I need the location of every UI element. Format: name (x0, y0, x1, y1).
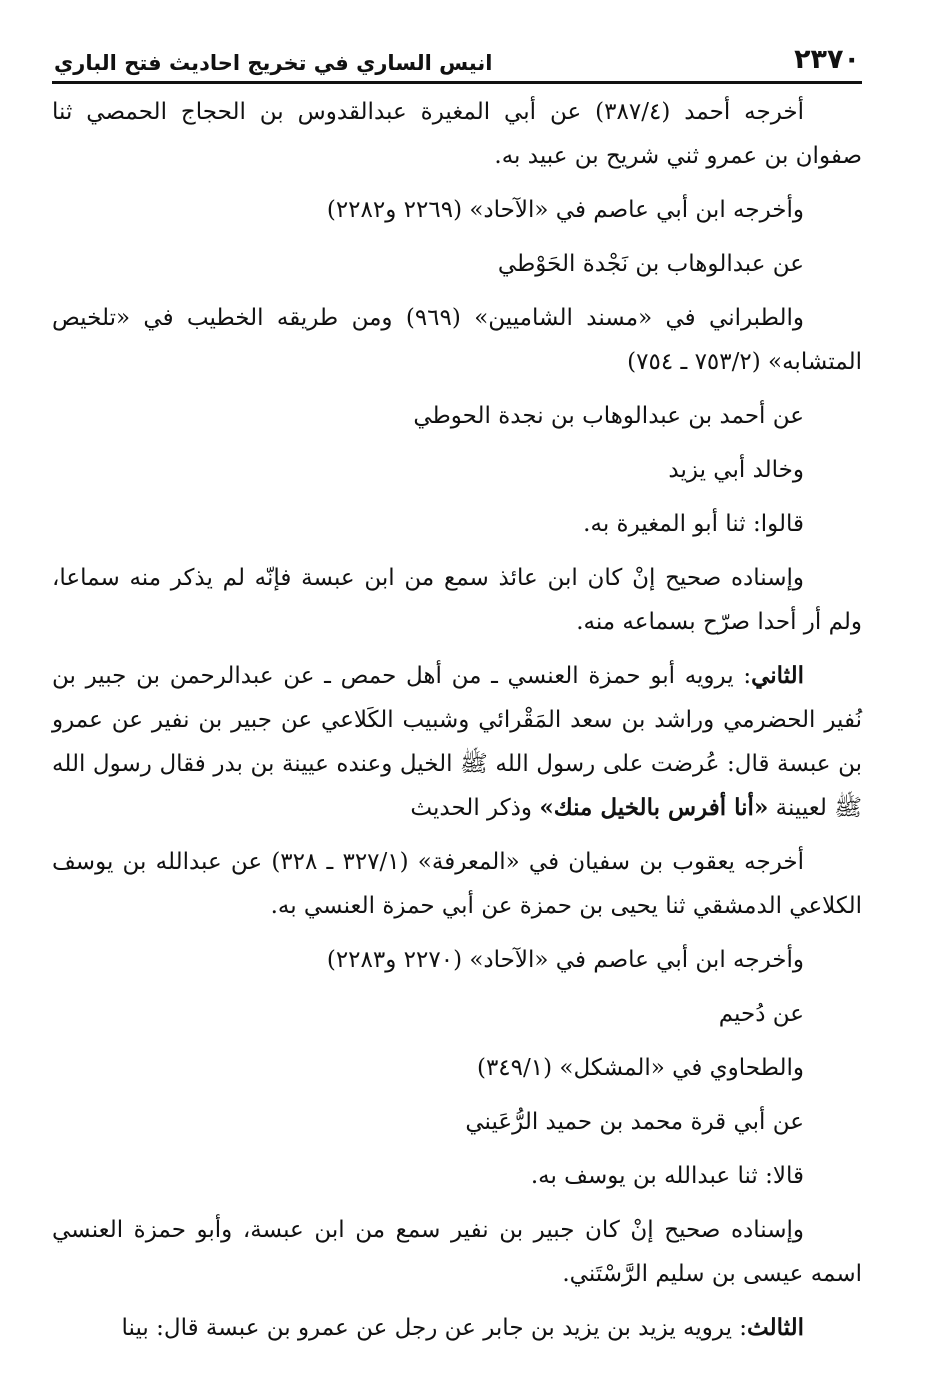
paragraph: والطحاوي في «المشكل» (٣٤٩/١) (476, 1055, 804, 1081)
section-lead: الثاني (751, 662, 804, 689)
paragraph: وخالد أبي يزيد (668, 457, 804, 483)
paragraph: أخرجه أحمد (٣٨٧/٤) عن أبي المغيرة عبدالقدوس بن الحجاج الحمصي ثنا صفوان بن عمرو ثني شريح بن عبيد به. (52, 99, 862, 169)
page-body (52, 90, 862, 1350)
hadith-quote: «أنا أفرس بالخيل منك» (539, 794, 769, 821)
book-title: انيس الساري في تخريج احاديث فتح الباري (54, 51, 493, 75)
paragraph: الثاني: يرويه أبو حمزة العنسي ـ من أهل حمص ـ عن عبدالرحمن بن جبير بن نُفير الحضرمي وراشد بن سعد المَقْرائي وشبيب الكَلاعي عن جبير بن نفير عن عمرو بن عبسة قال: عُرضت على رسول الله ﷺ الخيل وعنده عيينة بن بدر فقال رسول الله ﷺ لعيينة «أنا أفرس بالخيل منك» وذكر الحديث (52, 662, 862, 821)
paragraph: وإسناده صحيح إنْ كان جبير بن نفير سمع من ابن عبسة، وأبو حمزة العنسي اسمه عيسى بن سليم الرَّسْتَني. (52, 1217, 862, 1287)
paragraph: قالا: ثنا عبدالله بن يوسف به. (530, 1163, 804, 1189)
paragraph: والطبراني في «مسند الشاميين» (٩٦٩) ومن طريقه الخطيب في «تلخيص المتشابه» (٧٥٣/٢ ـ ٧٥٤) (52, 305, 862, 375)
paragraph: وأخرجه ابن أبي عاصم في «الآحاد» (٢٢٧٠ و٢٢٨٣) (326, 947, 804, 973)
paragraph: عن دُحيم (718, 1001, 804, 1027)
paragraph: عن أبي قرة محمد بن حميد الرُّعَيني (465, 1109, 804, 1135)
paragraph: عن عبدالوهاب بن نَجْدة الحَوْطي (497, 251, 804, 277)
page-number: ٢٣٧٠ (794, 44, 860, 75)
paragraph: عن أحمد بن عبدالوهاب بن نجدة الحوطي (413, 403, 804, 429)
paragraph: وأخرجه ابن أبي عاصم في «الآحاد» (٢٢٦٩ و٢٢٨٢) (326, 197, 804, 223)
paragraph: الثالث: يرويه يزيد بن يزيد بن جابر عن رجل عن عمرو بن عبسة قال: بينا (121, 1314, 804, 1341)
paragraph: أخرجه يعقوب بن سفيان في «المعرفة» (٣٢٧/١ ـ ٣٢٨) عن عبدالله بن يوسف الكلاعي الدمشقي ثنا يحيى بن حمزة عن أبي حمزة العنسي به. (52, 849, 862, 919)
paragraph: وإسناده صحيح إنْ كان ابن عائذ سمع من ابن عبسة فإنّه لم يذكر منه سماعا، ولم أر أحدا صرّح بسماعه منه. (52, 565, 862, 635)
running-header (52, 40, 862, 84)
paragraph: قالوا: ثنا أبو المغيرة به. (583, 511, 804, 537)
section-lead: الثالث (747, 1314, 804, 1341)
